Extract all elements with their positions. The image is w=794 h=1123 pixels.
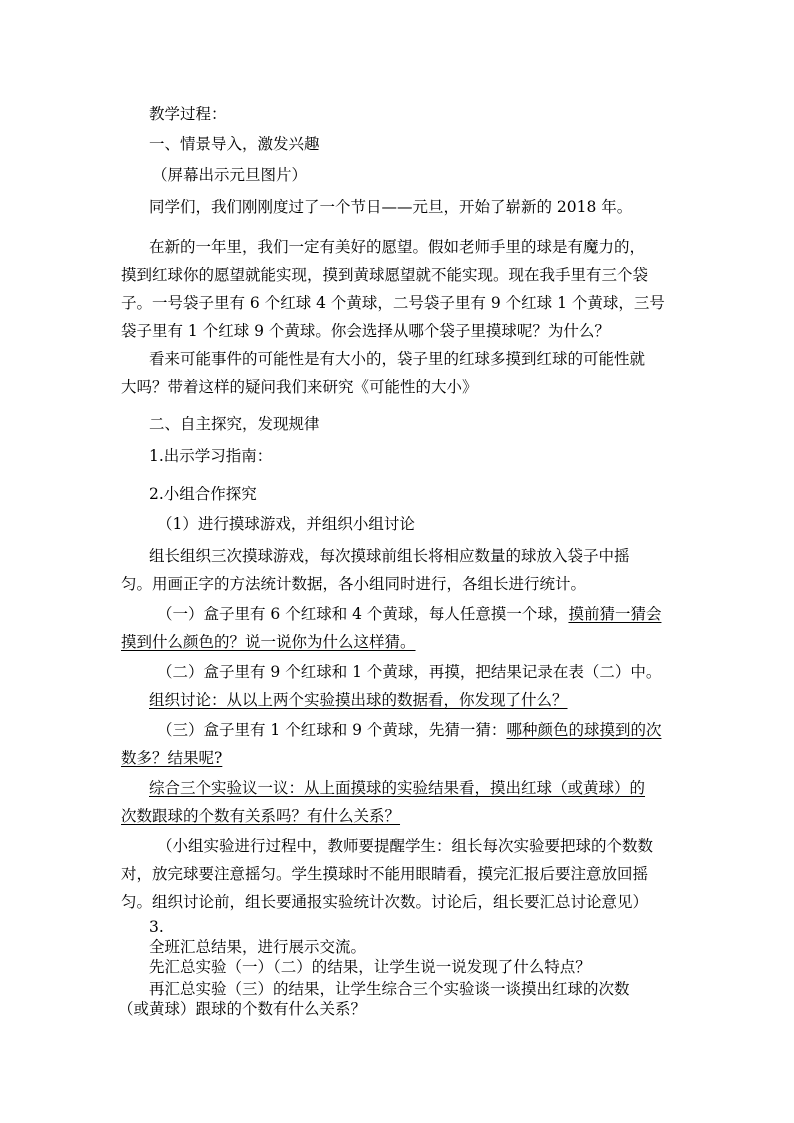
section1-paragraph3-line1: 看来可能事件的可能性是有大小的，袋子里的红球多摸到红球的可能性就	[149, 350, 646, 368]
experiment2: （二）盒子里有 9 个红球和 1 个黄球，再摸，把结果记录在表（二）中。	[157, 663, 662, 681]
item3-line3: 再汇总实验（三）的结果，让学生综合三个实验谈一谈摸出红球的次数	[149, 980, 630, 998]
item2-paragraph1-line2: 匀。用画正字的方法统计数据，各小组同时进行，各组长进行统计。	[121, 575, 587, 593]
heading: 教学过程：	[149, 105, 227, 123]
section1-paragraph3-line2: 大吗？带着这样的疑问我们来研究《可能性的大小》	[121, 378, 478, 396]
combine-line2: 次数跟球的个数有关系吗？有什么关系？	[121, 807, 401, 825]
experiment3-text: （三）盒子里有 1 个红球和 9 个黄球，先猜一猜：	[157, 721, 507, 739]
item3: 3.	[149, 918, 164, 936]
item2: 2.小组合作探究	[149, 485, 257, 503]
section1-paragraph2-line3: 子。一号袋子里有 6 个红球 4 个黄球，二号袋子里有 9 个红球 1 个黄球，三号	[121, 294, 665, 312]
section1-paragraph2-line4: 袋子里有 1 个红球 9 个黄球。你会选择从哪个袋子里摸球呢？为什么？	[121, 322, 610, 340]
item3-line4: （或黄球）跟球的个数有什么关系？	[118, 1000, 367, 1018]
combine-line1: 综合三个实验议一议：从上面摸球的实验结果看，摸出红球（或黄球）的	[149, 779, 646, 797]
section1-paragraph1: 同学们，我们刚刚度过了一个节日——元旦，开始了崭新的 2018 年。	[149, 198, 633, 216]
section1-title: 一、情景导入，激发兴趣	[149, 135, 320, 153]
experiment3-underlined: 哪种颜色的球摸到的次	[506, 721, 662, 739]
item2-paragraph1-line1: 组长组织三次摸球游戏，每次摸球前组长将相应数量的球放入袋子中摇	[149, 547, 630, 565]
teacher-note-line3: 匀。组织讨论前，组长要通报实验统计次数。讨论后，组长要汇总讨论意见）	[121, 893, 649, 911]
item3-line1: 全班汇总结果，进行展示交流。	[149, 938, 367, 956]
section1-note: （屏幕出示元旦图片）	[152, 166, 308, 184]
section1-paragraph2-line2: 摸到红球你的愿望就能实现，摸到黄球愿望就不能实现。现在我手里有三个袋	[121, 266, 649, 284]
section2-title: 二、自主探究，发现规律	[149, 415, 320, 433]
experiment1-text: （一）盒子里有 6 个红球和 4 个黄球，每人任意摸一个球，	[157, 605, 569, 623]
experiment3-line2: 数多？结果呢?	[121, 749, 223, 767]
discussion1: 组织讨论：从以上两个实验摸出球的数据看，你发现了什么？	[149, 691, 568, 709]
experiment1-line1	[157, 604, 661, 624]
teacher-note-line1: （小组实验进行过程中，教师要提醒学生：组长每次实验要把球的个数数	[157, 837, 654, 855]
experiment1-line2: 摸到什么颜色的？说一说你为什么这样猜。	[121, 633, 416, 651]
teacher-note-line2: 对，放完球要注意摇匀。学生摸球时不能用眼睛看，摸完汇报后要注意放回摇	[121, 865, 649, 883]
item1: 1.出示学习指南：	[149, 447, 273, 465]
section1-paragraph2-line1: 在新的一年里，我们一定有美好的愿望。假如老师手里的球是有魔力的，	[149, 238, 646, 256]
item2-sub1: （1）进行摸球游戏，并组织小组讨论	[157, 515, 415, 533]
experiment1-underlined: 摸前猜一猜会	[568, 605, 662, 623]
experiment3-line1	[157, 720, 661, 740]
item3-line2: 先汇总实验（一）（二）的结果，让学生说一说发现了什么特点？	[149, 958, 591, 976]
